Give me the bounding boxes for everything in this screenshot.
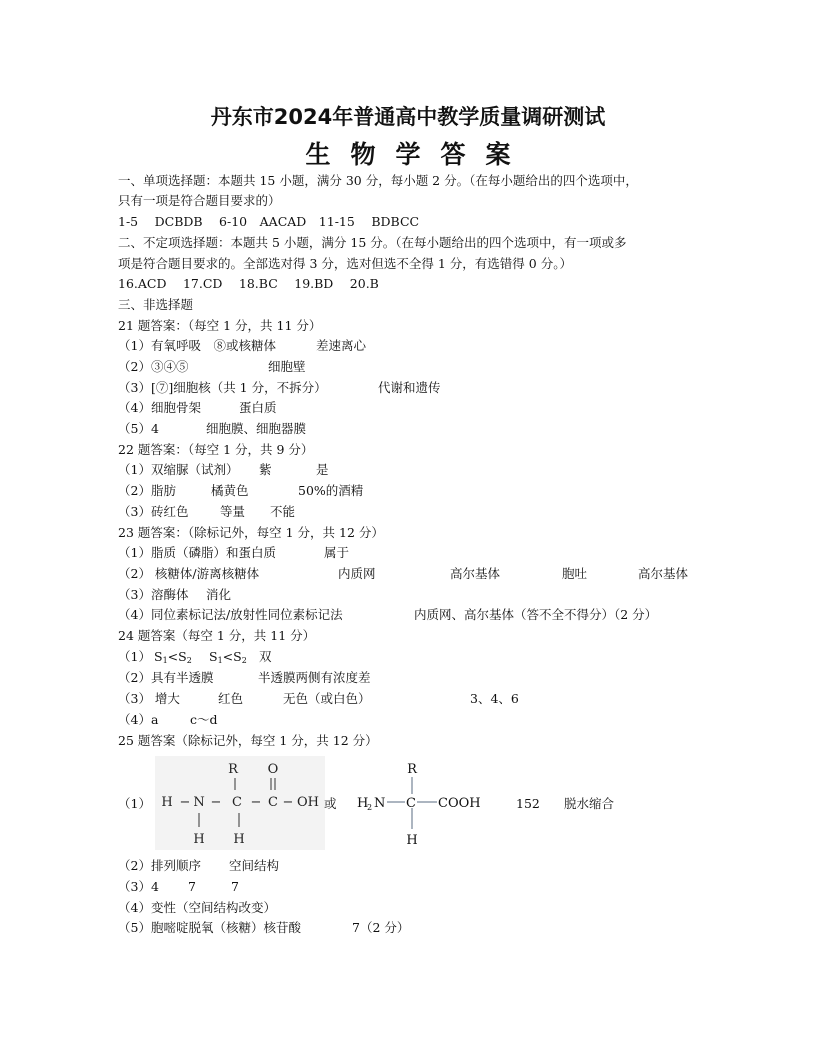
section1-answers: 1-5 DCBDB 6-10 AACAD 11-15 BDBCC: [118, 214, 420, 229]
struct2-h2-h: H: [357, 796, 369, 811]
q24-line3-a: （3） 增大: [118, 691, 180, 706]
struct1-c-carboxyl: C: [268, 795, 278, 810]
q21-line1-b: 差速离心: [316, 338, 367, 353]
struct1-dash4: −: [282, 795, 294, 810]
q25-line5-a: （5）胞嘧啶脱氧（核糖）核苷酸: [118, 920, 301, 935]
amino-acid-structure-1: [155, 756, 325, 850]
q25-line1-c: 脱水缩合: [564, 796, 615, 811]
q25-line2-a: （2）排列顺序: [118, 858, 201, 873]
section1-heading-line2: 只有一项是符合题目要求的）: [118, 193, 281, 208]
q21-line3-b: 代谢和遗传: [378, 380, 441, 395]
struct2-r: R: [407, 762, 417, 777]
q25-line1-prefix: （1）: [118, 796, 151, 811]
q25-line3-b: 7: [188, 879, 196, 894]
struct1-o: O: [267, 762, 279, 777]
struct1-dash3: −: [250, 795, 262, 810]
q23-line2-a: （2） 核糖体/游离核糖体: [118, 566, 260, 581]
q21-line1-a: （1）有氧呼吸 ⑧或核糖体: [118, 338, 276, 353]
q24-header: 24 题答案（每空 1 分，共 11 分）: [118, 628, 316, 643]
struct1-n: N: [193, 795, 205, 810]
section3-heading: 三、非选择题: [118, 297, 194, 312]
q23-line2-e: 高尔基体: [638, 566, 689, 581]
q24-s1-lt-s2-second: $S_1<S_2$: [209, 649, 247, 665]
q21-line5-a: （5）4: [118, 421, 159, 436]
q25-line3-a: （3）4: [118, 879, 159, 894]
q25-line3-c: 7: [231, 879, 239, 894]
struct2-h: H: [406, 833, 418, 848]
section2-heading-line2: 项是符合题目要求的。全部选对得 3 分，选对但选不全得 1 分，有选错得 0 分。）: [118, 256, 572, 271]
q24-line4-b: c～d: [190, 712, 218, 727]
q22-line1-b: 紫: [259, 462, 272, 477]
struct1-h-n: H: [193, 832, 205, 847]
q22-line2-a: （2）脂肪: [118, 483, 176, 498]
q21-header: 21 题答案：（每空 1 分，共 11 分）: [118, 318, 322, 333]
q25-or: 或: [324, 796, 337, 811]
struct1-c-alpha: C: [232, 795, 242, 810]
q25-line1-b: 152: [516, 796, 540, 811]
q22-line1-c: 是: [316, 462, 329, 477]
q21-line2-b: 细胞壁: [268, 359, 306, 374]
q25-header: 25 题答案（除标记外，每空 1 分，共 12 分）: [118, 733, 378, 748]
q21-line3-a: （3）[⑦]细胞核（共 1 分，不拆分）: [118, 380, 327, 395]
q23-line1-a: （1）脂质（磷脂）和蛋白质: [118, 545, 276, 560]
q23-line2-b: 内质网: [338, 566, 376, 581]
q22-line2-c: 50%的酒精: [298, 483, 364, 498]
q24-line1-c: 双: [259, 649, 272, 664]
struct2-c: C: [406, 796, 416, 811]
q23-line4-b: 内质网、高尔基体（答不全不得分）（2 分）: [414, 607, 658, 622]
q24-line3-d: 3、4、6: [470, 691, 519, 706]
q24-line1-prefix: （1）: [118, 649, 151, 664]
q22-line3-b: 等量: [220, 504, 246, 519]
q23-header: 23 题答案：（除标记外，每空 1 分，共 12 分）: [118, 525, 384, 540]
amino-acid-structure-2: [355, 756, 485, 850]
q22-line3-a: （3）砖红色: [118, 504, 189, 519]
q22-line3-c: 不能: [270, 504, 296, 519]
q23-line4-a: （4）同位素标记法/放射性同位素标记法: [118, 607, 343, 622]
q24-line3-b: 红色: [218, 691, 244, 706]
q22-header: 22 题答案：（每空 1 分，共 9 分）: [118, 442, 314, 457]
struct1-oh: OH: [297, 795, 319, 810]
struct1-h-c: H: [233, 832, 245, 847]
q24-line3-c: 无色（或白色）: [283, 691, 371, 706]
struct1-r: R: [228, 762, 238, 777]
q21-line4-b: 蛋白质: [239, 400, 277, 415]
struct2-cooh: COOH: [438, 796, 481, 811]
struct1-h-left: H: [161, 795, 173, 810]
section2-answers: 16.ACD 17.CD 18.BC 19.BD 20.B: [118, 276, 379, 291]
q22-line2-b: 橘黄色: [211, 483, 249, 498]
q25-line4: （4）变性（空间结构改变）: [118, 900, 276, 915]
q22-line1-a: （1）双缩脲（试剂）: [118, 462, 239, 477]
q23-line2-c: 高尔基体: [450, 566, 501, 581]
struct2-n: N: [374, 796, 386, 811]
page-subtitle: 生物学答案: [305, 140, 531, 169]
q23-line1-b: 属于: [324, 545, 350, 560]
q24-s1-lt-s2-first: $S_1<S_2$: [154, 649, 192, 665]
q23-line2-d: 胞吐: [562, 566, 588, 581]
q24-line4-a: （4）a: [118, 712, 159, 727]
q21-line2-a: （2）③④⑤: [118, 359, 189, 374]
q21-line4-a: （4）细胞骨架: [118, 400, 201, 415]
q24-line2-b: 半透膜两侧有浓度差: [258, 670, 371, 685]
page-title: 丹东市2024年普通高中教学质量调研测试: [210, 105, 606, 129]
struct1-dash1: −: [179, 795, 191, 810]
q25-line5-b: 7（2 分）: [352, 920, 410, 935]
q23-line3-b: 消化: [206, 587, 232, 602]
struct1-dash2: −: [210, 795, 222, 810]
struct2-h2-sub: 2: [367, 803, 373, 812]
q25-line2-b: 空间结构: [229, 858, 280, 873]
q24-line2-a: （2）具有半透膜: [118, 670, 214, 685]
section2-heading-line1: 二、不定项选择题：本题共 5 小题，满分 15 分。（在每小题给出的四个选项中，有一项或多: [118, 235, 627, 250]
q21-line5-b: 细胞膜、细胞器膜: [206, 421, 307, 436]
q23-line3-a: （3）溶酶体: [118, 587, 189, 602]
section1-heading-line1: 一、单项选择题：本题共 15 小题，满分 30 分，每小题 2 分。（在每小题给出的四个选项中，: [118, 173, 638, 188]
